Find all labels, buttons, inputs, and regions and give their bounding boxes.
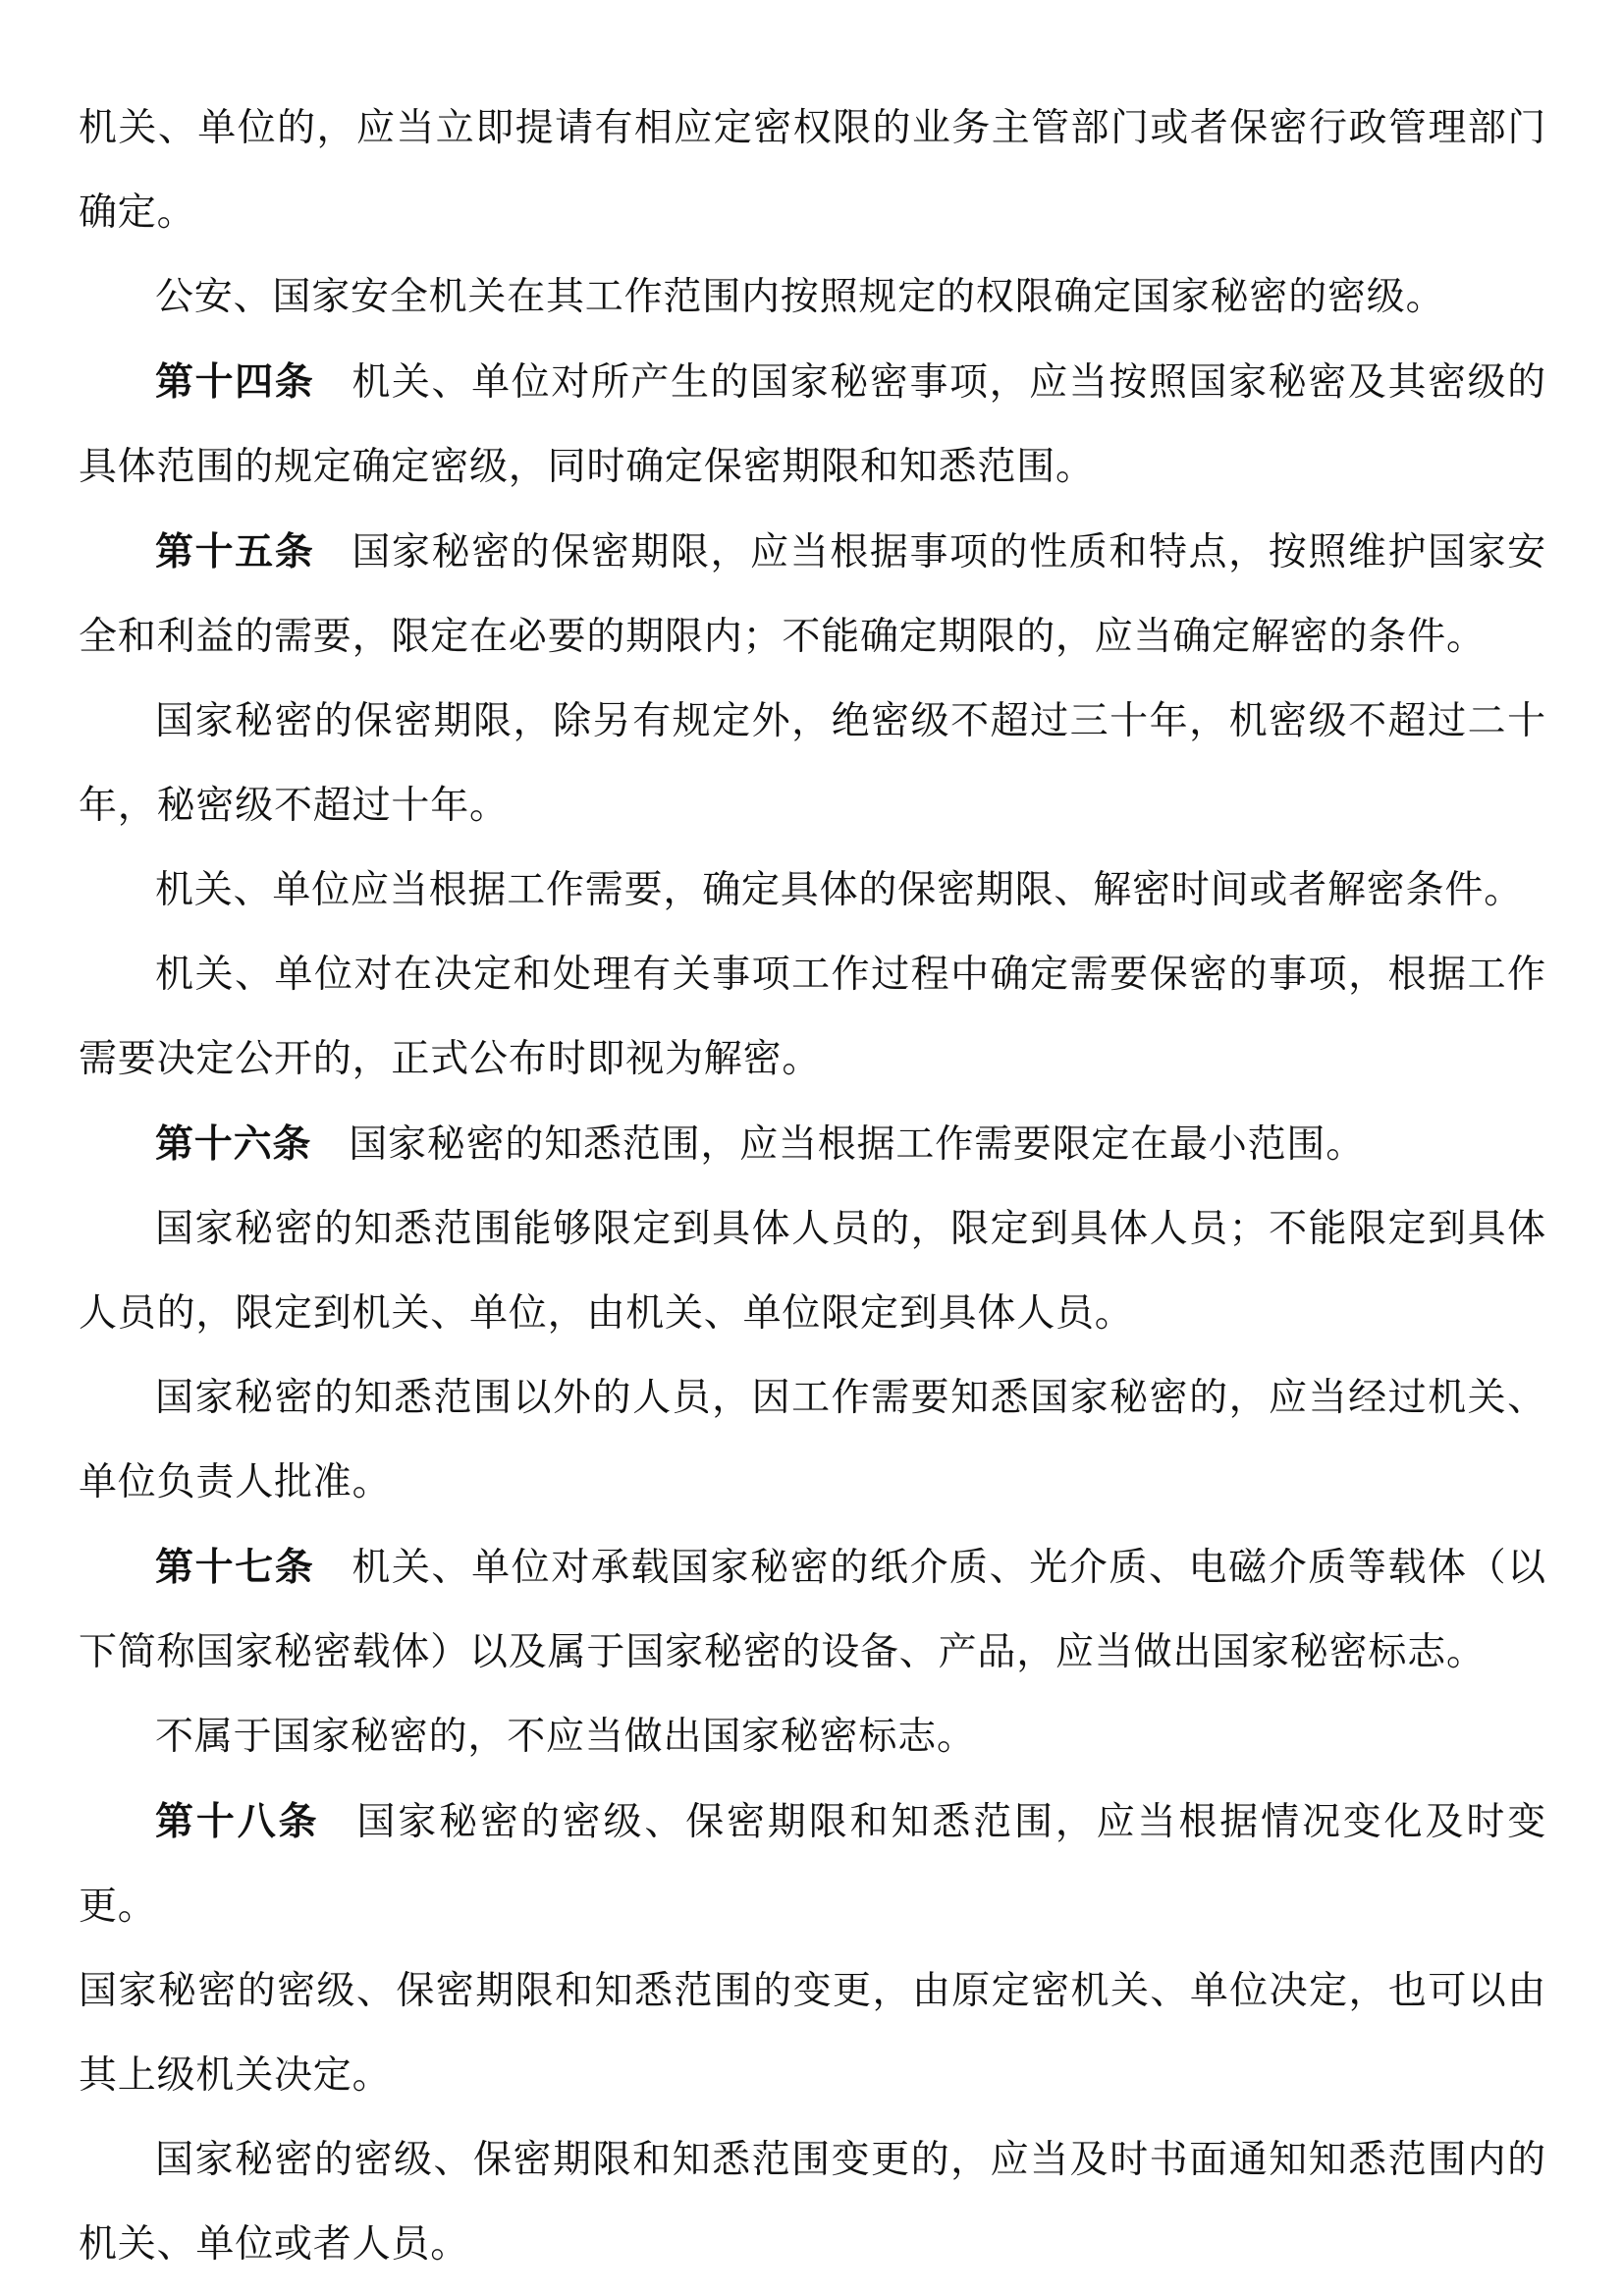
article-number: 第十七条 — [155, 1545, 315, 1590]
paragraph-text: 国家秘密的密级、保密期限和知悉范围的变更，由原定密机关、单位决定，也可以由其上级机关决定。 — [79, 1969, 1546, 2098]
paragraph — [79, 255, 1546, 340]
paragraph-text: 机关、单位对在决定和处理有关事项工作过程中确定需要保密的事项，根据工作需要决定公开的，正式公布时即视为解密。 — [79, 953, 1546, 1081]
paragraph-text: 不属于国家秘密的，不应当做出国家秘密标志。 — [155, 1715, 976, 1759]
paragraph-text: 机关、单位对承载国家秘密的纸介质、光介质、电磁介质等载体（以下简称国家秘密载体）以及属于国家秘密的设备、产品，应当做出国家秘密标志。 — [79, 1546, 1546, 1674]
paragraph — [79, 933, 1546, 1102]
paragraph — [79, 1187, 1546, 1356]
article-18 — [79, 1779, 1546, 1949]
article-number: 第十八条 — [155, 1799, 320, 1844]
paragraph — [79, 2118, 1546, 2287]
paragraph — [79, 848, 1546, 933]
article-15 — [79, 510, 1546, 680]
paragraph-text: 公安、国家安全机关在其工作范围内按照规定的权限确定国家秘密的密级。 — [155, 275, 1445, 319]
article-number: 第十四条 — [155, 359, 315, 405]
document-body — [79, 86, 1546, 2287]
paragraph-text: 国家秘密的保密期限，应当根据事项的性质和特点，按照维护国家安全和利益的需要，限定在必要的期限内；不能确定期限的，应当确定解密的条件。 — [79, 530, 1546, 659]
paragraph — [79, 1356, 1546, 1525]
paragraph-text: 国家秘密的保密期限，除另有规定外，绝密级不超过三十年，机密级不超过二十年，秘密级不超过十年。 — [79, 699, 1546, 828]
paragraph — [79, 1695, 1546, 1779]
paragraph-text: 国家秘密的密级、保密期限和知悉范围变更的，应当及时书面通知知悉范围内的机关、单位或者人员。 — [79, 2138, 1546, 2267]
paragraph-text: 机关、单位应当根据工作需要，确定具体的保密期限、解密时间或者解密条件。 — [155, 868, 1524, 912]
paragraph-text: 机关、单位对所产生的国家秘密事项，应当按照国家秘密及其密级的具体范围的规定确定密级，同时确定保密期限和知悉范围。 — [79, 360, 1546, 489]
article-17 — [79, 1525, 1546, 1695]
article-14 — [79, 340, 1546, 510]
paragraph-text: 国家秘密的知悉范围能够限定到具体人员的，限定到具体人员；不能限定到具体人员的，限定到机关、单位，由机关、单位限定到具体人员。 — [79, 1207, 1546, 1336]
article-number: 第十五条 — [155, 529, 315, 574]
paragraph-text: 国家秘密的密级、保密期限和知悉范围，应当根据情况变化及时变更。 — [79, 1800, 1547, 1929]
paragraph-text: 国家秘密的知悉范围，应当根据工作需要限定在最小范围。 — [349, 1122, 1366, 1167]
article-number: 第十六条 — [155, 1121, 312, 1167]
paragraph-text: 国家秘密的知悉范围以外的人员，因工作需要知悉国家秘密的，应当经过机关、单位负责人批准。 — [79, 1376, 1546, 1504]
paragraph-text: 机关、单位的，应当立即提请有相应定密权限的业务主管部门或者保密行政管理部门确定。 — [79, 106, 1546, 235]
article-16 — [79, 1102, 1546, 1187]
paragraph-no-indent — [79, 1949, 1546, 2118]
paragraph — [79, 680, 1546, 848]
paragraph-continuation — [79, 86, 1546, 255]
